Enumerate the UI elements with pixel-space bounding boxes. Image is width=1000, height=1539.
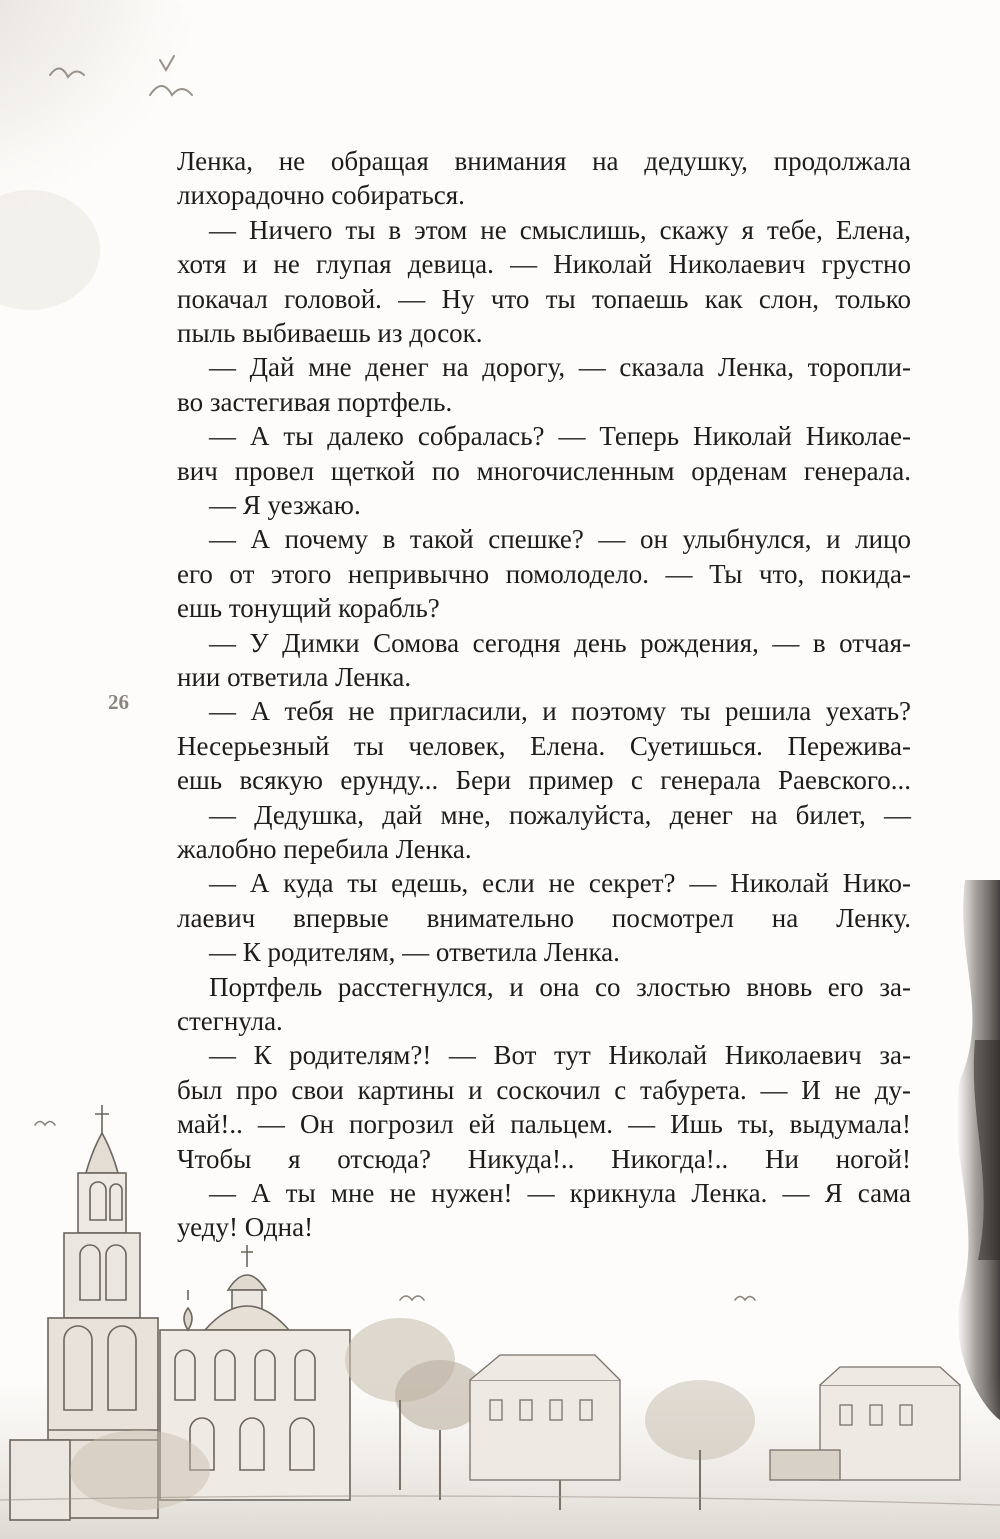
text-line: — Ничего ты в этом не смыслишь, скажу я тебе, Елена, [209, 214, 911, 245]
text-line: лаевич впервые внимательно посмотрел на Ленку. [177, 902, 911, 933]
text-line: ешь всякую ерунду... Бери пример с генерала Раевского... [177, 765, 911, 796]
text-line: покачал головой. — Ну что ты топаешь как слон, только [177, 283, 911, 314]
right-edge-wash [957, 880, 1000, 1420]
text-line: нии ответила Ленка. [177, 662, 412, 692]
text-line: Несерьезный ты человек, Елена. Суетишься. Пережива- [177, 730, 911, 761]
text-line: жалобно перебила Ленка. [177, 834, 472, 864]
text-line: вич провел щеткой по многочисленным орденам генерала. [177, 455, 911, 486]
text-line: пыль выбиваешь из досок. [177, 318, 483, 348]
text-line: ешь тонущий корабль? [177, 593, 440, 624]
page-number: 26 [108, 690, 129, 714]
text-line: во застегивая портфель. [177, 386, 453, 417]
text-line: — К родителям?! — Вот тут Николай Николаевич за- [209, 1040, 911, 1071]
text-line: — Я уезжаю. [209, 490, 361, 520]
text-line: май!.. — Он погрозил ей пальцем. — Ишь ты, выдумала! [177, 1109, 911, 1140]
text-line: — У Димки Сомова сегодня день рождения, — в отчая- [209, 627, 911, 658]
text-line: — А тебя не пригласили, и поэтому ты решила уехать? [209, 696, 911, 727]
text-line: Портфель расстегнулся, и она со злостью вновь его за- [209, 971, 911, 1002]
text-line: стегнула. [177, 1006, 283, 1036]
text-line: хотя и не глупая девица. — Николай Николаевич грустно [177, 249, 911, 280]
text-line: его от этого непривычно помолодело. — Ты что, покида- [177, 558, 911, 589]
text-line: — А куда ты едешь, если не секрет? — Николай Нико- [209, 868, 911, 899]
text-line: был про свои картины и соскочил с табурета. — И не ду- [177, 1074, 911, 1105]
text-line: — К родителям, — ответила Ленка. [209, 937, 620, 968]
text-line: — Дай мне денег на дорогу, — сказала Ленка, торопли- [209, 352, 911, 383]
text-line: — Дедушка, дай мне, пожалуйста, денег на билет, — [209, 799, 911, 830]
text-line: — А почему в такой спешке? — он улыбнулся, и лицо [209, 524, 911, 555]
text-line: лихорадочно собираться. [177, 180, 465, 211]
text-line: — А ты мне не нужен! — крикнула Ленка. — Я сама [209, 1178, 911, 1208]
text-line: Ленка, не обращая внимания на дедушку, продолжала [177, 146, 911, 176]
text-line: уеду! Одна! [177, 1212, 314, 1243]
text-line: — А ты далеко собралась? — Теперь Николай Николае- [209, 421, 911, 452]
text-line: Чтобы я отсюда? Никуда!.. Никогда!.. Ни ногой! [177, 1143, 911, 1174]
